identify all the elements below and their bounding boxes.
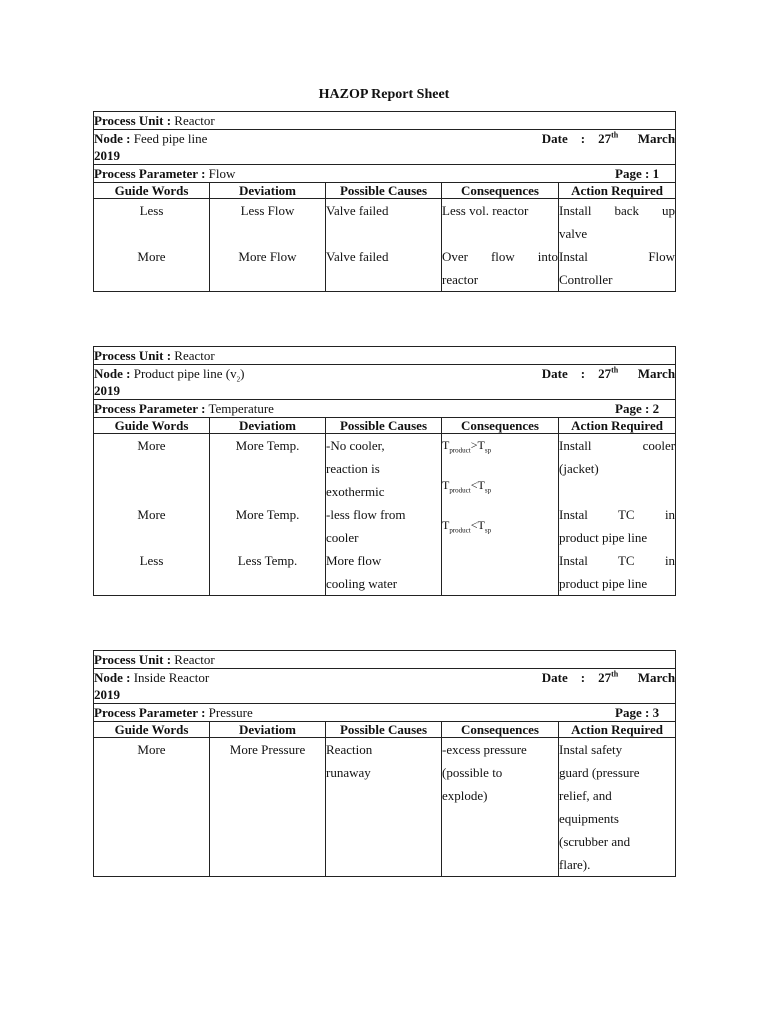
guide-words-cell: More More Less [94,434,210,596]
col-action-required: Action Required [559,722,676,738]
hazop-table-2 [93,346,676,596]
node-label: Node : [94,131,131,146]
col-guide-words: Guide Words [94,183,210,199]
col-consequences: Consequences [442,418,559,434]
causes-cell: Reaction runaway [326,738,442,877]
actions-cell: Install back up valve Instal Flow Controller [559,199,676,292]
process-unit-label: Process Unit : [94,348,172,363]
parameter-label: Process Parameter : [94,705,206,720]
process-unit-label: Process Unit : [94,652,172,667]
col-action-required: Action Required [559,183,676,199]
col-consequences: Consequences [442,183,559,199]
table-row [94,199,676,292]
node-value: Feed pipe line [133,131,208,146]
consequence-expression: $T_{product}<T_{sp}$ [442,518,492,535]
node-row [94,130,676,165]
consequences-cell: -excess pressure (possible to explode) [442,738,559,877]
deviation-cell: More Pressure [210,738,326,877]
date-field: Date : 27th March [541,669,676,685]
node-label: Node : [94,366,131,381]
consequences-cell [442,434,559,596]
parameter-row [94,400,676,418]
actions-cell: Install cooler (jacket) Instal TC in product pipe line Instal TC in product pipe line [559,434,676,596]
consequence-expression: $T_{product}>T_{sp}$ [442,438,492,455]
consequences-cell: Less vol. reactor Over flow into reactor [442,199,559,292]
parameter-label: Process Parameter : [94,166,206,181]
process-unit-row [94,112,676,130]
guide-words-cell: More [94,738,210,877]
deviation-cell: Less Flow More Flow [210,199,326,292]
deviation-cell: More Temp. More Temp. Less Temp. [210,434,326,596]
col-action-required: Action Required [559,418,676,434]
col-deviation: Deviatiom [210,183,326,199]
table-row [94,738,676,877]
node-value: Inside Reactor [133,670,210,685]
parameter-label: Process Parameter : [94,401,206,416]
consequence-expression: $T_{product}<T_{sp}$ [442,478,492,495]
column-header-row [94,183,676,199]
col-guide-words: Guide Words [94,418,210,434]
process-unit-row [94,651,676,669]
node-label: Node : [94,670,131,685]
parameter-value: Temperature [208,401,274,416]
causes-cell: Valve failed Valve failed [326,199,442,292]
date-field: Date : 27th March [541,130,676,146]
hazop-table-1 [93,111,676,292]
parameter-row [94,165,676,183]
document-title: HAZOP Report Sheet [318,87,450,102]
process-unit-value: Reactor [174,113,215,128]
parameter-value: Flow [208,166,236,181]
actions-cell: Instal safety guard (pressure relief, and equipments (scrubber and flare). [559,738,676,877]
column-header-row [94,722,676,738]
col-possible-causes: Possible Causes [326,722,442,738]
node-row [94,365,676,400]
page-number: Page : 1 [615,166,660,181]
page-number: Page : 3 [615,705,660,720]
hazop-table-3 [93,650,676,877]
date-field: Date : 27th March [541,365,676,381]
guide-words-cell: Less More [94,199,210,292]
col-possible-causes: Possible Causes [326,418,442,434]
process-unit-row [94,347,676,365]
causes-cell: -No cooler, reaction is exothermic -less flow from cooler More flow cooling water [326,434,442,596]
col-deviation: Deviatiom [210,418,326,434]
col-consequences: Consequences [442,722,559,738]
process-unit-label: Process Unit : [94,113,172,128]
table-row [94,434,676,596]
date-year: 2019 [94,383,120,398]
node-value: Product pipe line $(v_2)$ [133,366,245,384]
process-unit-value: Reactor [174,652,215,667]
page-number: Page : 2 [615,401,660,416]
column-header-row [94,418,676,434]
parameter-value: Pressure [208,705,253,720]
col-deviation: Deviatiom [210,722,326,738]
process-unit-value: Reactor [174,348,215,363]
date-year: 2019 [94,687,120,702]
date-year: 2019 [94,148,120,163]
col-possible-causes: Possible Causes [326,183,442,199]
col-guide-words: Guide Words [94,722,210,738]
parameter-row [94,704,676,722]
node-row [94,669,676,704]
